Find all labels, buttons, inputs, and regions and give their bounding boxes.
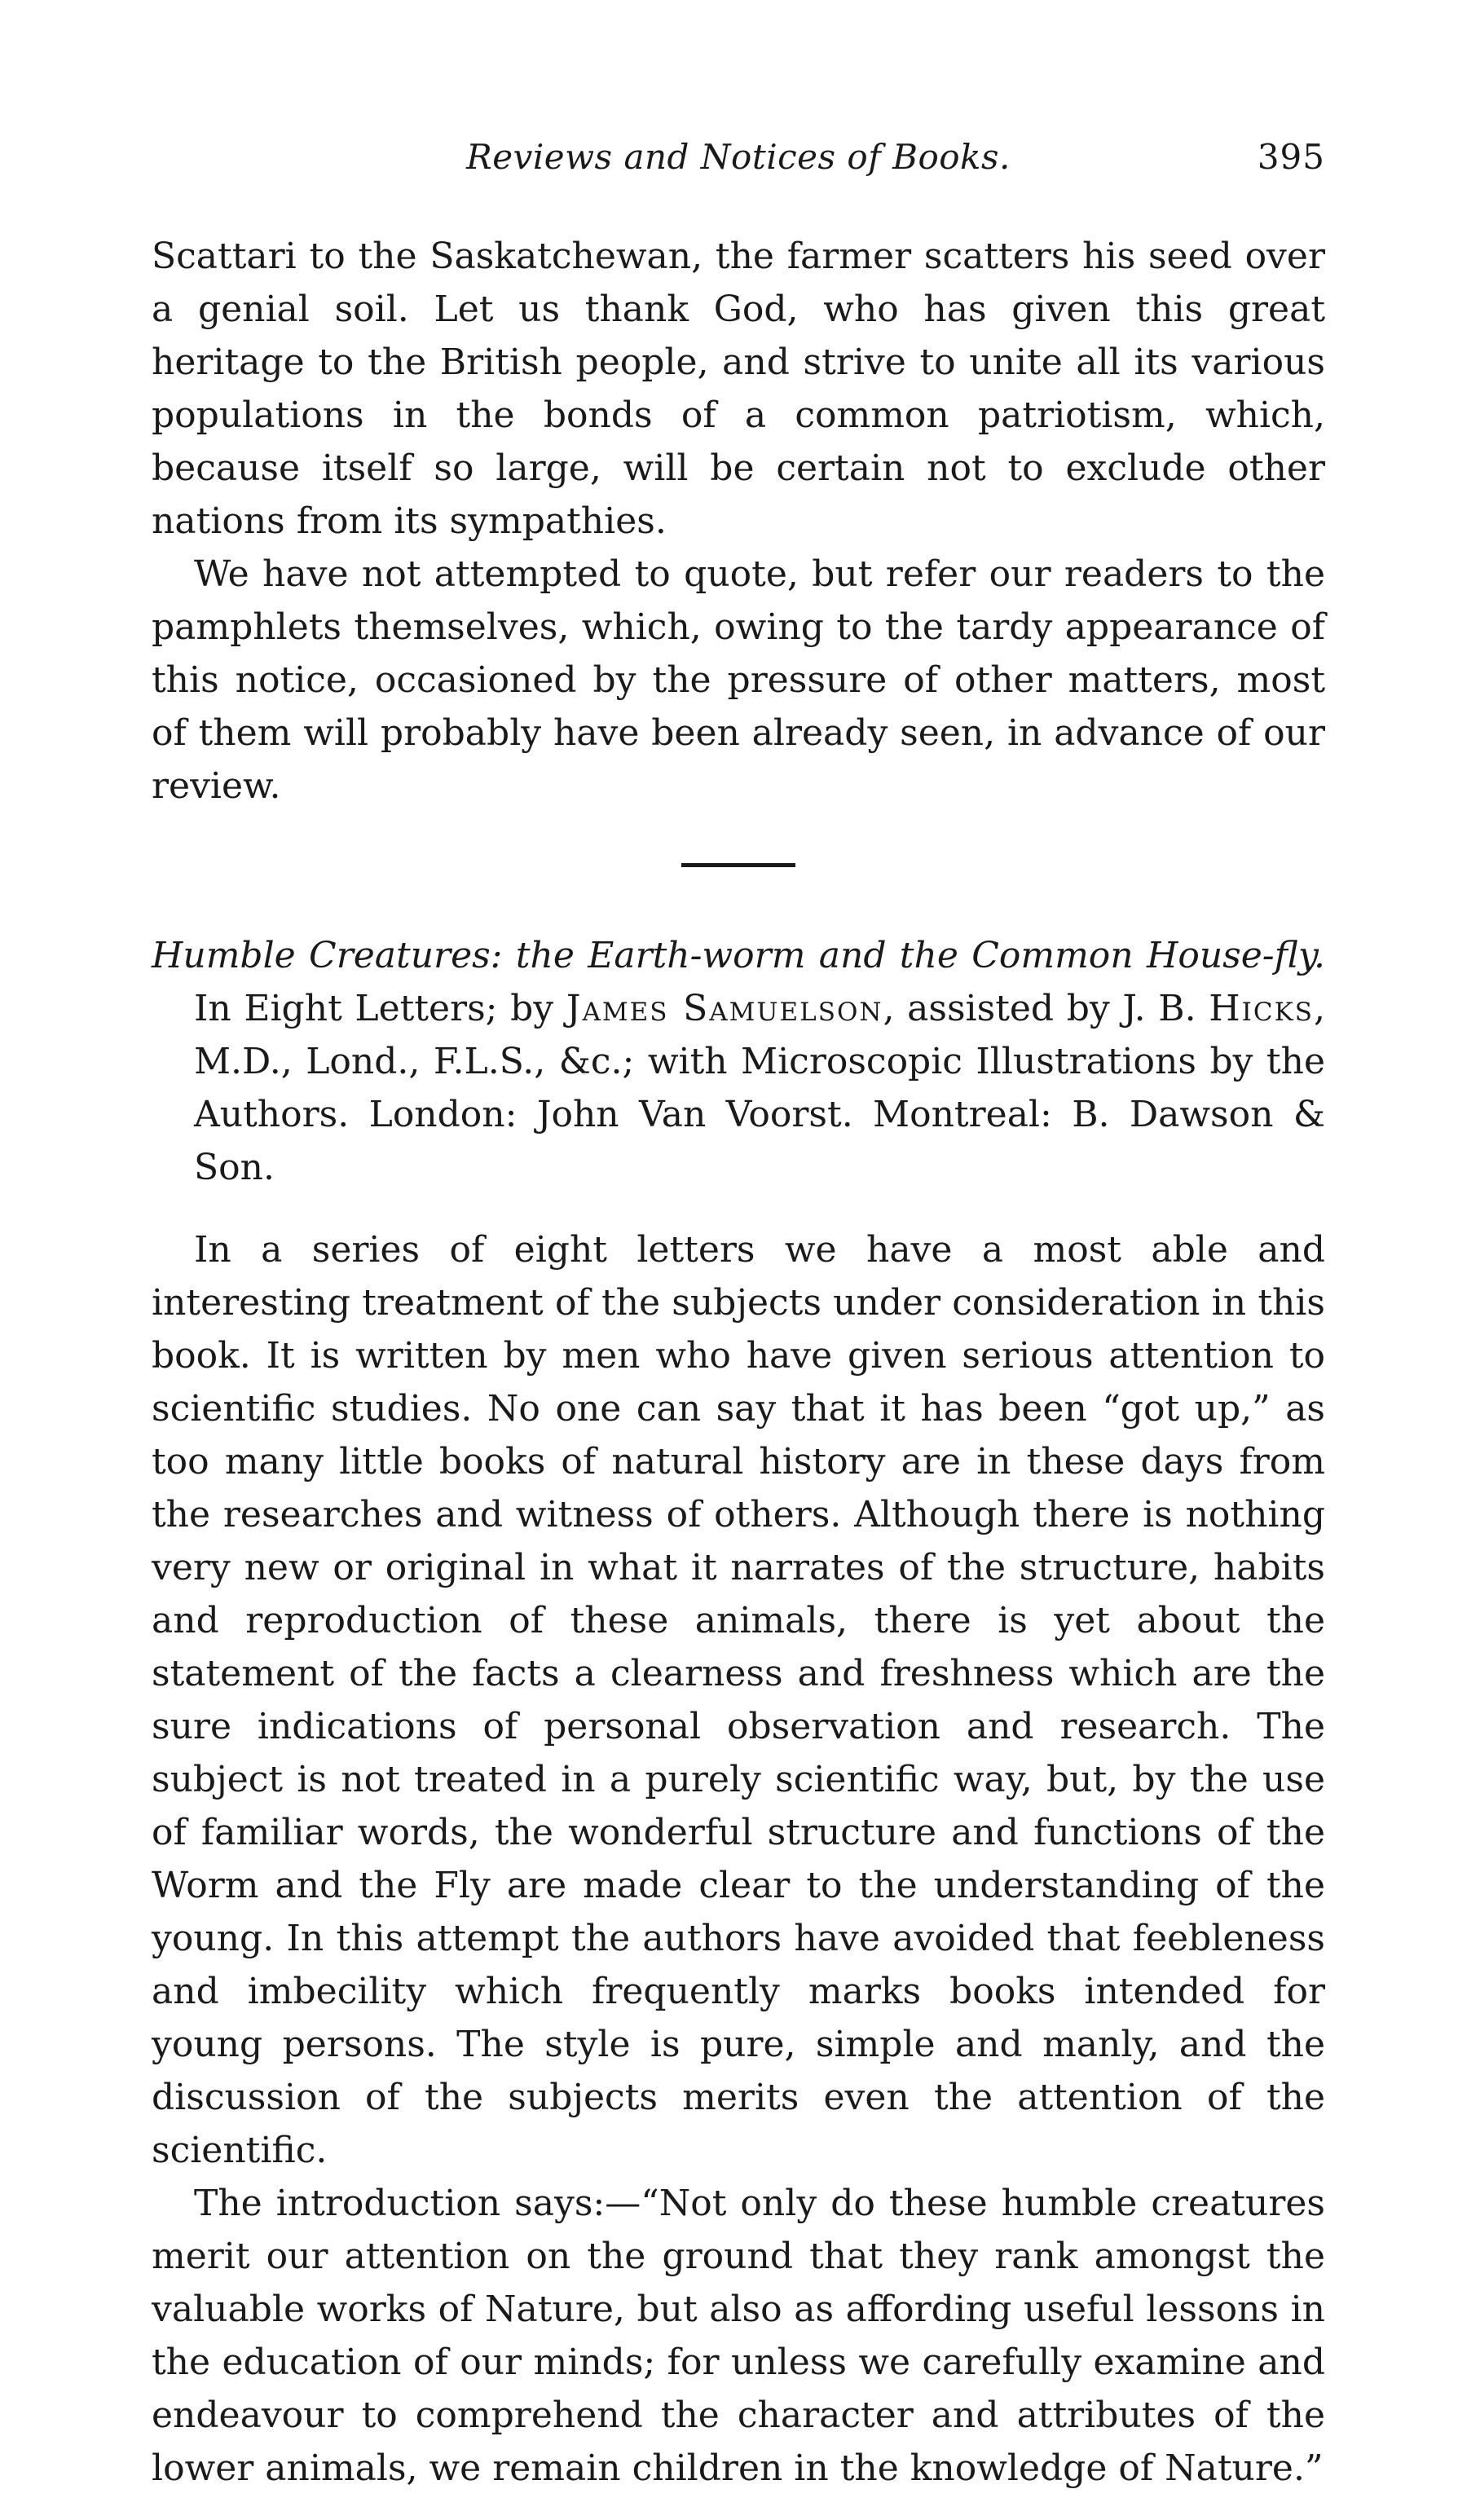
heading-text-b: , assisted by J. B. (883, 988, 1196, 1029)
section-divider-rule (681, 863, 795, 867)
review-quote-paragraph: The introduction says:—“Not only do these humble creatures merit our attention on the ground that they rank amongst the valuable works of Nature, but also as affording useful lessons in the education of our minds; for unless we carefully examine and endeavour to comprehend the character and attributes of the lower animals, we remain children in the knowledge of Nature.” (152, 2183, 1325, 2489)
running-title: Reviews and Notices of Books. (466, 137, 1011, 177)
text-block (152, 230, 1325, 2495)
running-head (152, 137, 1325, 194)
page-number: 395 (1257, 137, 1325, 177)
author-name: James Samuelson (566, 988, 883, 1029)
review-body-paragraph: In a series of eight letters we have a most able and interesting treatment of the subjects under consideration in this book. It is written by men who have given serious attention to scientific studies. No one can say that it has been “got up,” as too many little books of natural history are in these days from the researches and witness of others. Although there is nothing very new or original in what it narrates of the structure, habits and reproduction of these animals, there is yet about the statement of the facts a clearness and freshness which are the sure indications of personal observation and research. The subject is not treated in a purely scientific way, but, by the use of familiar words, the wonderful structure and functions of the Worm and the Fly are made clear to the understanding of the young. In this attempt the authors have avoided that feebleness and imbecility which frequently marks books intended for young persons. The style is pure, simple and manly, and the discussion of the subjects merits even the attention of the scientific. (152, 1229, 1325, 2171)
review-heading (152, 929, 1325, 1194)
paragraph-continuation: Scattari to the Saskatchewan, the farmer scatters his seed over a genial soil. Let us thank God, who has given this great heritage to the British people, and strive to unite all its various populations in the bonds of a common patriotism, which, because itself so large, will be certain not to exclude other nations from its sympathies. (152, 236, 1325, 542)
coauthor-name: Hicks (1209, 988, 1314, 1029)
paragraph-closing-remark: We have not attempted to quote, but refer our readers to the pamphlets themselves, which, owing to the tardy appearance of this notice, occasioned by the pressure of other matters, most of them will probably have been already seen, in advance of our review. (152, 553, 1325, 807)
book-title: Humble Creatures: the Earth-worm and the Common House-fly. (152, 935, 1325, 976)
heading-text-a: In Eight Letters; by (194, 988, 554, 1029)
heading-text-c: , M.D., Lond., F.L.S., &c.; with Microscopic Illustrations by the Authors. London: John Van Voorst. Montreal: B. Dawson & Son. (194, 988, 1325, 1188)
